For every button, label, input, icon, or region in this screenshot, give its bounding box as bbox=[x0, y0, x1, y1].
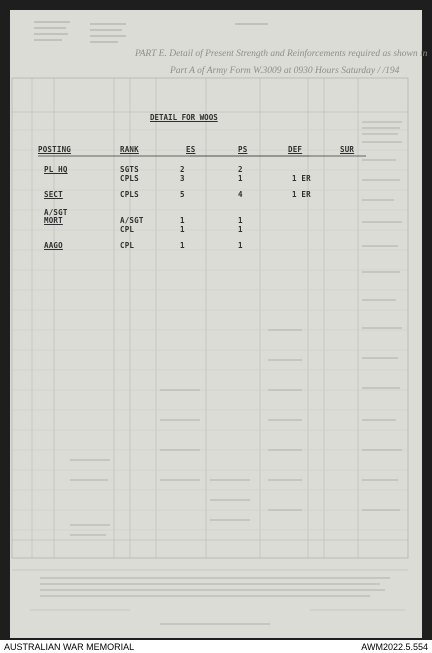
row-def: 1 ER bbox=[292, 174, 311, 183]
footer-institution: AUSTRALIAN WAR MEMORIAL bbox=[4, 641, 135, 652]
row-posting: AAGO bbox=[44, 241, 63, 250]
col-header-ps: PS bbox=[238, 145, 248, 154]
form-header-line2: Part A of Army Form W.3009 at 0930 Hours Saturday / /194 bbox=[170, 66, 400, 76]
detail-title: DETAIL FOR WOOS bbox=[150, 113, 218, 122]
row-def: 1 ER bbox=[292, 190, 311, 199]
footer-accession-number: AWM2022.5.554 bbox=[361, 641, 428, 652]
row-ps: 1 bbox=[238, 216, 243, 225]
row-rank: CPLS bbox=[120, 174, 139, 183]
row-posting: PL HQ bbox=[44, 165, 68, 174]
row-es: 1 bbox=[180, 216, 185, 225]
row-rank: SGTS bbox=[120, 165, 139, 174]
row-ps: 1 bbox=[238, 174, 243, 183]
form-grid bbox=[10, 10, 422, 638]
form-paper bbox=[10, 10, 428, 638]
form-header-line1: PART E. Detail of Present Strength and Reinforcements required as shown in bbox=[135, 49, 428, 59]
row-es: 1 bbox=[180, 225, 185, 234]
col-header-sur: SUR bbox=[340, 145, 355, 154]
row-ps: 1 bbox=[238, 241, 243, 250]
col-header-es: ES bbox=[186, 145, 196, 154]
row-rank: A/SGT bbox=[120, 216, 144, 225]
row-ps: 1 bbox=[238, 225, 243, 234]
row-posting: A/SGT bbox=[44, 208, 68, 217]
row-es: 2 bbox=[180, 165, 185, 174]
row-posting: MORT bbox=[44, 216, 63, 225]
row-ps: 4 bbox=[238, 190, 243, 199]
col-header-def: DEF bbox=[288, 145, 303, 154]
col-header-rank: RANK bbox=[120, 145, 139, 154]
row-es: 5 bbox=[180, 190, 185, 199]
row-ps: 2 bbox=[238, 165, 243, 174]
row-es: 1 bbox=[180, 241, 185, 250]
archive-footer bbox=[0, 640, 432, 653]
row-rank: CPL bbox=[120, 241, 135, 250]
row-posting: SECT bbox=[44, 190, 63, 199]
row-rank: CPL bbox=[120, 225, 135, 234]
row-es: 3 bbox=[180, 174, 185, 183]
row-rank: CPLS bbox=[120, 190, 139, 199]
col-header-posting: POSTING bbox=[38, 145, 72, 154]
